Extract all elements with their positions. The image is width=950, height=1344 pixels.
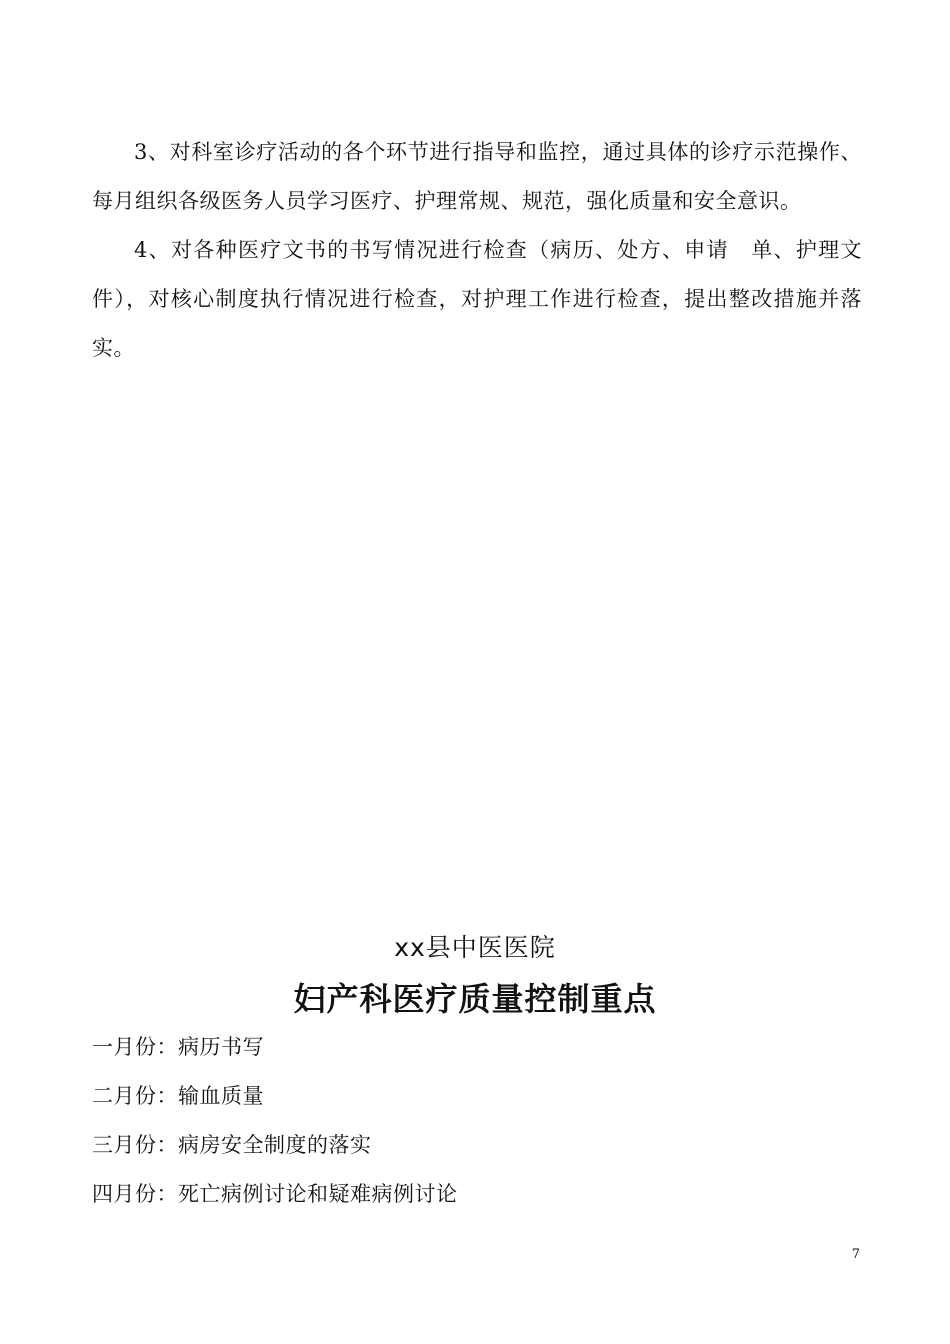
paragraph-item-3: 3、对科室诊疗活动的各个环节进行指导和监控，通过具体的诊疗示范操作、每月组织各级医务人员学习医疗、护理常规、规范，强化质量和安全意识。 xyxy=(92,140,862,213)
hospital-name: xx县中医医院 xyxy=(394,933,556,962)
document-title: 妇产科医疗质量控制重点 xyxy=(293,980,657,1018)
paragraph-item-4: 4、对各种医疗文书的书写情况进行检查（病历、处方、申请 单、护理文件），对核心制度执行情况进行检查，对护理工作进行检查，提出整改措施并落实。 xyxy=(92,238,862,360)
page-number: 7 xyxy=(851,1247,860,1262)
monthly-schedule-list xyxy=(92,1023,458,1219)
schedule-item-march: 三月份：病房安全制度的落实 xyxy=(92,1133,372,1157)
schedule-item-january: 一月份：病历书写 xyxy=(92,1035,264,1059)
schedule-item-april: 四月份：死亡病例讨论和疑难病例讨论 xyxy=(92,1182,458,1206)
schedule-item-february: 二月份：输血质量 xyxy=(92,1084,264,1108)
